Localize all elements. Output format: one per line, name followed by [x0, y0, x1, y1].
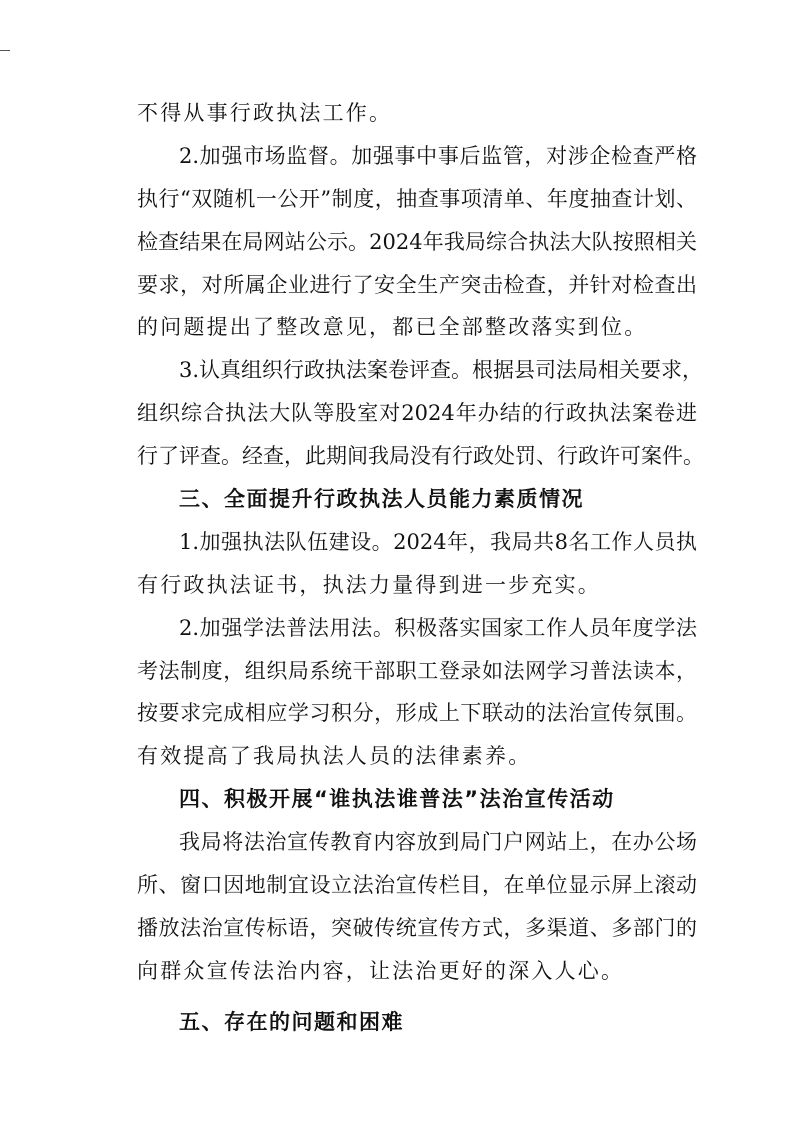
- body-line: 要求，对所属企业进行了安全生产突击检查，并针对检查出: [137, 272, 697, 297]
- body-line: 播放法治宣传标语，突破传统宣传方式，多渠道、多部门的: [137, 915, 697, 940]
- paragraph-market-supervision-line: 2.加强市场监督。加强事中事后监管，对涉企检查严格: [179, 143, 697, 168]
- body-line: 行了评查。经查，此期间我局没有行政处罚、行政许可案件。: [137, 444, 704, 469]
- document-body: [137, 92, 704, 1044]
- section-heading-five: 五、存在的问题和困难: [179, 1009, 404, 1034]
- body-line: 的问题提出了整改意见，都已全部整改落实到位。: [137, 315, 648, 340]
- body-line: 检查结果在局网站公示。2024年我局综合执法大队按照相关: [137, 229, 697, 254]
- section-heading-four: 四、积极开展“谁执法谁普法”法治宣传活动: [179, 787, 615, 812]
- paragraph-law-study-line: 2.加强学法普法用法。积极落实国家工作人员年度学法: [179, 615, 697, 640]
- body-line: 有效提高了我局执法人员的法律素养。: [137, 744, 532, 769]
- body-line: 所、窗口因地制宜设立法治宣传栏目，在单位显示屏上滚动: [137, 873, 697, 898]
- paragraph-team-building-line: 1.加强执法队伍建设。2024年，我局共8名工作人员执: [179, 529, 697, 554]
- section-heading-three: 三、全面提升行政执法人员能力素质情况: [179, 487, 584, 512]
- paragraph-case-review-line: 3.认真组织行政执法案卷评查。根据县司法局相关要求，: [179, 358, 704, 383]
- body-line: 不得从事行政执法工作。: [137, 101, 393, 125]
- body-line: 组织综合执法大队等股室对2024年办结的行政执法案卷进: [137, 401, 697, 426]
- body-line: 向群众宣传法治内容，让法治更好的深入人心。: [137, 958, 625, 983]
- body-line: 考法制度，组织局系统干部职工登录如法网学习普法读本，: [137, 658, 697, 683]
- body-line: 有行政执法证书，执法力量得到进一步充实。: [137, 572, 601, 597]
- body-line: 按要求完成相应学习积分，形成上下联动的法治宣传氛围。: [137, 701, 697, 726]
- paragraph-publicity-line: 我局将法治宣传教育内容放到局门户网站上，在办公场: [179, 830, 697, 855]
- body-line: 执行“双随机一公开”制度，抽查事项清单、年度抽查计划、: [137, 186, 697, 211]
- scan-edge-mark: [0, 50, 10, 51]
